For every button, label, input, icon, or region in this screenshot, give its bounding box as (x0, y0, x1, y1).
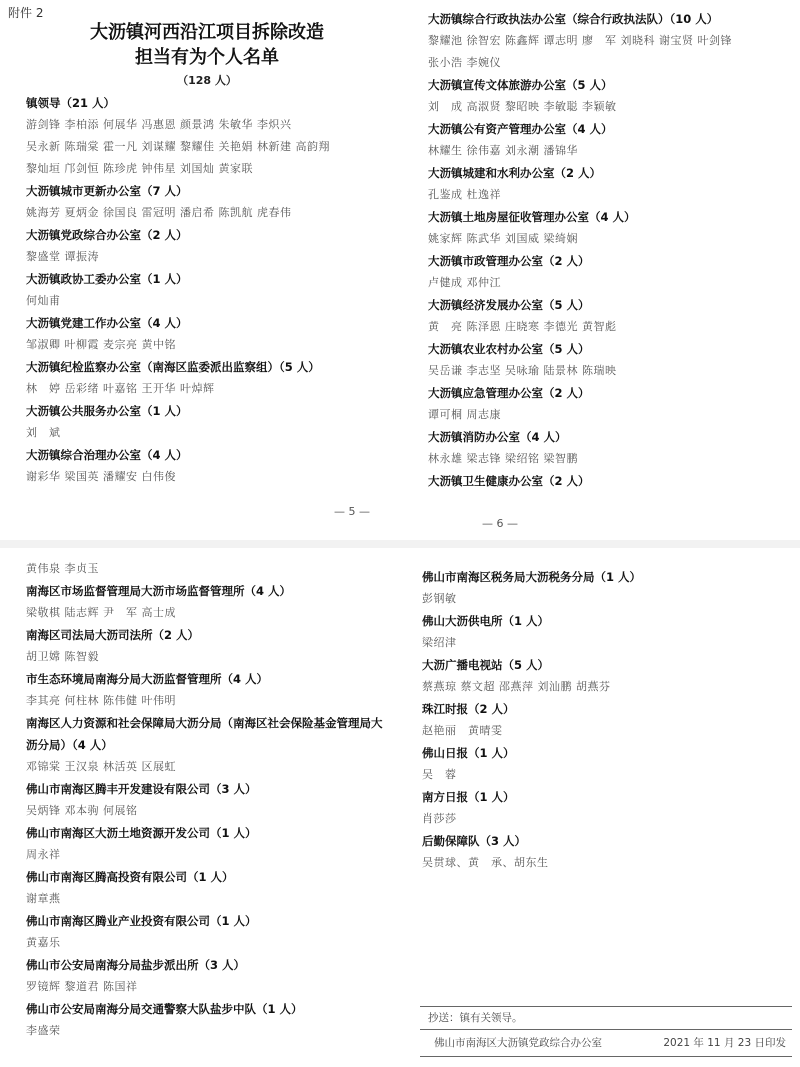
group-title: 镇领导（21 人） (26, 96, 116, 110)
name-line: 黄嘉乐 (26, 936, 61, 949)
name-line: 梁敬棋 陆志辉 尹 军 高士成 (26, 606, 176, 619)
group-title: 市生态环境局南海分局大沥监督管理所（4 人） (26, 672, 269, 686)
group-title: 后勤保障队（3 人） (422, 834, 527, 848)
name-line: 卢健成 邓仲江 (428, 276, 501, 289)
group-title: 大沥镇经济发展办公室（5 人） (428, 298, 590, 312)
name-line: 黎盛堂 谭振涛 (26, 250, 99, 263)
group-list (26, 92, 388, 488)
page-5 (0, 0, 400, 540)
group-title: 珠江时报（2 人） (422, 702, 515, 716)
page-number: — 6 — (482, 517, 518, 530)
name-line: 黎耀池 徐智宏 陈鑫辉 谭志明 廖 军 刘晓科 谢宝贤 叶剑锋 (428, 34, 732, 47)
name-line: 姚家辉 陈武华 刘国威 梁绮娴 (428, 232, 578, 245)
group-title: 大沥镇市政管理办公室（2 人） (428, 254, 590, 268)
name-line: 罗镜辉 黎道君 陈国祥 (26, 980, 138, 993)
group-title: 大沥镇纪检监察办公室（南海区监委派出监察组）（5 人） (26, 360, 320, 374)
name-line: 林 婷 岳彩绪 叶嘉铭 王开华 叶焯辉 (26, 382, 215, 395)
group-title: 大沥镇公有资产管理办公室（4 人） (428, 122, 613, 136)
group-title: 大沥镇公共服务办公室（1 人） (26, 404, 188, 418)
name-line: 蔡燕琼 蔡文超 邵燕萍 刘汕鹏 胡燕芬 (422, 680, 611, 693)
name-line: 胡卫嫦 陈智毅 (26, 650, 99, 663)
group-list (422, 566, 790, 874)
document-footer (420, 1006, 792, 1057)
group-title: 佛山市南海区大沥土地资源开发公司（1 人） (26, 826, 257, 840)
group-title: 佛山市南海区税务局大沥税务分局（1 人） (422, 570, 642, 584)
name-line: 吴岳谦 李志坚 吴咏瑜 陆景林 陈瑞映 (428, 364, 617, 377)
title-line-1: 大沥镇河西沿江项目拆除改造 (90, 22, 324, 43)
name-line: 谢彩华 梁国英 潘耀安 白伟俊 (26, 470, 176, 483)
name-line: 谭可桐 周志康 (428, 408, 501, 421)
group-title: 大沥镇政协工委办公室（1 人） (26, 272, 188, 286)
group-title: 佛山市南海区腾丰开发建设有限公司（3 人） (26, 782, 257, 796)
group-title: 南海区司法局大沥司法所（2 人） (26, 628, 200, 642)
page-6 (404, 0, 800, 540)
name-line: 吴永新 陈瑞棠 霍一凡 刘谋耀 黎耀佳 关艳娟 林新建 高韵翔 (26, 140, 330, 153)
name-line: 姚海芳 夏炳金 徐国良 雷冠明 潘启希 陈凯航 虎春伟 (26, 206, 292, 219)
group-title: 佛山市南海区腾高投资有限公司（1 人） (26, 870, 234, 884)
group-title: 大沥镇卫生健康办公室（2 人） (428, 474, 590, 488)
name-line: 何灿甫 (26, 294, 61, 307)
name-line: 周永祥 (26, 848, 61, 861)
title-line-2: 担当有为个人名单 (135, 47, 279, 68)
name-line: 梁绍津 (422, 636, 457, 649)
group-title: 大沥广播电视站（5 人） (422, 658, 550, 672)
name-line: 吴 蓉 (422, 768, 457, 781)
name-line: 黎灿垣 邝剑恒 陈珍虎 钟伟星 刘国灿 黄家联 (26, 162, 253, 175)
group-title: 佛山日报（1 人） (422, 746, 515, 760)
name-line: 彭钢敏 (422, 592, 457, 605)
page-number: — 5 — (334, 505, 370, 518)
group-title: 佛山市公安局南海分局交通警察大队盐步中队（1 人） (26, 1002, 303, 1016)
cc-line: 抄送：镇有关领导。 (420, 1006, 792, 1030)
name-line: 孔鉴成 杜逸祥 (428, 188, 501, 201)
name-line: 李其亮 何柱林 陈伟健 叶伟明 (26, 694, 176, 707)
group-title: 大沥镇综合治理办公室（4 人） (26, 448, 188, 462)
name-line: 赵艳丽 黄晴雯 (422, 724, 503, 737)
group-title: 佛山大沥供电所（1 人） (422, 614, 550, 628)
group-list (428, 8, 790, 492)
name-line: 吴炳锋 邓本驹 何展铭 (26, 804, 138, 817)
total-count: （128 人） (177, 74, 237, 87)
print-line (420, 1030, 792, 1057)
group-list (26, 580, 388, 1042)
group-title: 大沥镇消防办公室（4 人） (428, 430, 567, 444)
group-title: 南方日报（1 人） (422, 790, 515, 804)
name-line: 黄 亮 陈泽恩 庄晓寒 李德光 黄智彪 (428, 320, 617, 333)
group-title: 大沥镇宣传文体旅游办公室（5 人） (428, 78, 613, 92)
group-title: 大沥镇党政综合办公室（2 人） (26, 228, 188, 242)
name-line: 黄伟泉 李贞玉 (26, 562, 99, 575)
name-line: 邓锦棠 王汉泉 林活英 区展虹 (26, 760, 176, 773)
group-title: 大沥镇农业农村办公室（5 人） (428, 342, 590, 356)
name-line: 李盛荣 (26, 1024, 61, 1037)
name-line: 刘 成 高淑贤 黎昭映 李敏聪 李颖敏 (428, 100, 617, 113)
name-line: 吴贯球、黄 承、胡东生 (422, 856, 549, 869)
name-line: 邹淑卿 叶柳霞 麦宗亮 黄中铭 (26, 338, 176, 351)
page-gap (0, 540, 800, 548)
group-title: 佛山市公安局南海分局盐步派出所（3 人） (26, 958, 246, 972)
group-title: 大沥镇城市更新办公室（7 人） (26, 184, 188, 198)
group-title: 大沥镇城建和水利办公室（2 人） (428, 166, 602, 180)
name-line: 林耀生 徐伟嘉 刘永潮 潘锦华 (428, 144, 578, 157)
print-date: 2021 年 11 月 23 日印发 (663, 1037, 786, 1049)
group-title: 南海区人力资源和社会保障局大沥分局（南海区社会保险基金管理局大沥分局）（4 人） (26, 716, 383, 752)
group-title: 大沥镇综合行政执法办公室（综合行政执法队）（10 人） (428, 12, 719, 26)
page-7 (0, 548, 400, 1067)
name-line: 刘 斌 (26, 426, 61, 439)
name-line: 林永雄 梁志锋 梁绍铭 梁智鹏 (428, 452, 578, 465)
group-title: 大沥镇党建工作办公室（4 人） (26, 316, 188, 330)
group-title: 大沥镇应急管理办公室（2 人） (428, 386, 590, 400)
name-line: 肖莎莎 (422, 812, 457, 825)
name-line: 张小浩 李婉仪 (428, 56, 501, 69)
group-title: 大沥镇土地房屋征收管理办公室（4 人） (428, 210, 636, 224)
page-8 (404, 548, 800, 1067)
document-title (26, 20, 388, 70)
attachment-label: 附件 2 (8, 6, 44, 20)
group-title: 佛山市南海区腾业产业投资有限公司（1 人） (26, 914, 257, 928)
group-title: 南海区市场监督管理局大沥市场监督管理所（4 人） (26, 584, 292, 598)
issuer: 佛山市南海区大沥镇党政综合办公室 (434, 1037, 602, 1049)
name-line: 游剑锋 李柏添 何展华 冯惠恩 颜景鸿 朱敏华 李炽兴 (26, 118, 292, 131)
name-line: 谢章燕 (26, 892, 61, 905)
